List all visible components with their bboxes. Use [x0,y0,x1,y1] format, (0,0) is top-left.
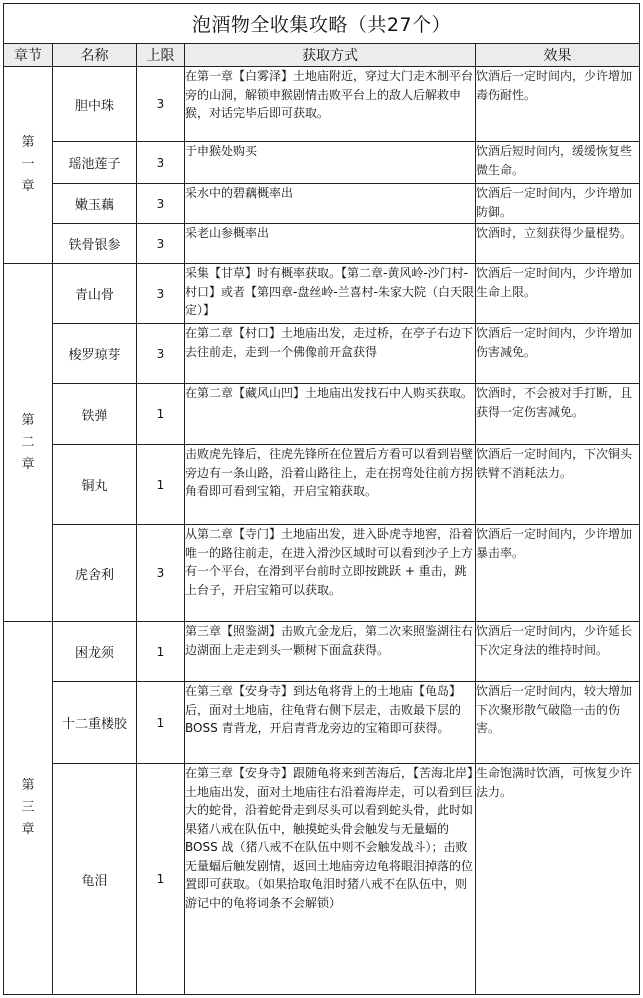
table-row [4,764,640,995]
item-limit: 1 [137,764,185,995]
item-effect: 饮酒后一定时间内，少许增加毒伤耐性。 [476,67,640,142]
item-effect: 生命饱满时饮酒，可恢复少许法力。 [476,764,640,995]
item-name: 铜丸 [53,445,137,525]
header-chapter: 章节 [4,44,53,67]
item-name: 虎舍利 [53,525,137,622]
item-limit: 3 [137,264,185,324]
item-name: 胆中珠 [53,67,137,142]
item-name: 龟泪 [53,764,137,995]
item-limit: 3 [137,142,185,184]
item-effect: 饮酒后一定时间内，少许增加伤害减免。 [476,324,640,384]
item-limit: 3 [137,525,185,622]
table-row [4,142,640,184]
header-effect: 效果 [476,44,640,67]
item-effect: 饮酒后一定时间内，少许增加防御。 [476,184,640,224]
item-method: 在第一章【白雾泽】土地庙附近，穿过大门走木制平台旁的山洞，解锁申猴剧情击败平台上的敌人后解救申猴，对话完毕后即可获取。 [185,67,476,142]
table-row [4,324,640,384]
table-row [4,622,640,682]
item-limit: 3 [137,324,185,384]
item-limit: 1 [137,384,185,445]
table-row [4,67,640,142]
item-method: 在第二章【藏风山凹】土地庙出发找石中人购买获取。 [185,384,476,445]
item-method: 采水中的碧藕概率出 [185,184,476,224]
header-name: 名称 [53,44,137,67]
item-effect: 饮酒后短时间内，缓缓恢复些微生命。 [476,142,640,184]
item-effect: 饮酒后一定时间内，下次铜头铁臂不消耗法力。 [476,445,640,525]
table-row [4,445,640,525]
item-method: 从第二章【寺门】土地庙出发，进入卧虎寺地窖，沿着唯一的路往前走，在进入滑沙区域时可以看到沙子上方有一个平台，在滑到平台前时立即按跳跃 + 重击，跳上台子，开启宝箱可以获取。 [185,525,476,622]
item-name: 十二重楼胶 [53,682,137,764]
item-method: 第三章【照鉴湖】击败亢金龙后，第二次来照鉴湖往右边湖面上走走到头一颗树下面盒获得。 [185,622,476,682]
item-effect: 饮酒后一定时间内，少许增加生命上限。 [476,264,640,324]
chapter-cell: 第 三 章 [4,622,53,995]
item-limit: 1 [137,682,185,764]
item-method: 在第三章【安身寺】跟随龟将来到苦海后，【苦海北岸】土地庙出发，面对土地庙往右沿着海岸走，可以看到巨大的蛇骨，沿着蛇骨走到尽头可以看到蛇头骨，此时如果猪八戒在队伍中，触摸蛇头骨会触发与无量蝠的 BOSS 战（猪八戒不在队伍中则不会触发战斗）；击败无量蝠后触发剧情，返回土地庙旁边龟将眼泪掉落的位置即可获取。（如果拾取龟泪时猪八戒不在队伍中，则游记中的龟将词条不会解锁） [185,764,476,995]
table-title: 泡酒物全收集攻略（共27个） [4,4,640,44]
item-method: 在第三章【安身寺】到达龟将背上的土地庙【龟岛】后，面对土地庙，往龟背右侧下层走，击败最下层的 BOSS 青背龙，开启青背龙旁边的宝箱即可获得。 [185,682,476,764]
chapter-cell: 第 二 章 [4,264,53,622]
item-method: 于申猴处购买 [185,142,476,184]
item-method: 在第二章【村口】土地庙出发，走过桥，在亭子右边下去往前走，走到一个佛像前开盒获得 [185,324,476,384]
item-limit: 3 [137,224,185,264]
item-name: 梭罗琼芽 [53,324,137,384]
item-name: 铁弹 [53,384,137,445]
table-row [4,224,640,264]
item-limit: 3 [137,184,185,224]
item-effect: 饮酒后一定时间内，较大增加下次聚形散气破隐一击的伤害。 [476,682,640,764]
item-effect: 饮酒后一定时间内，少许增加暴击率。 [476,525,640,622]
chapter-cell: 第 一 章 [4,67,53,264]
item-method: 采老山参概率出 [185,224,476,264]
item-name: 青山骨 [53,264,137,324]
header-limit: 上限 [137,44,185,67]
guide-table [3,3,640,995]
item-effect: 饮酒时，立刻获得少量棍势。 [476,224,640,264]
table-row [4,384,640,445]
item-name: 困龙须 [53,622,137,682]
item-limit: 3 [137,67,185,142]
table-row [4,525,640,622]
table-row [4,184,640,224]
item-name: 嫩玉藕 [53,184,137,224]
item-name: 瑶池莲子 [53,142,137,184]
item-limit: 1 [137,445,185,525]
item-effect: 饮酒时，不会被对手打断，且获得一定伤害减免。 [476,384,640,445]
item-name: 铁骨银参 [53,224,137,264]
item-effect: 饮酒后一定时间内，少许延长下次定身法的维持时间。 [476,622,640,682]
item-method: 击败虎先锋后，往虎先锋所在位置后方看可以看到岩壁旁边有一条山路，沿着山路往上，走在拐弯处往前方拐角看即可看到宝箱，开启宝箱获取。 [185,445,476,525]
header-method: 获取方式 [185,44,476,67]
table-row [4,682,640,764]
header-row [4,44,640,67]
table-row [4,264,640,324]
item-method: 采集【甘草】时有概率获取。【第二章-黄风岭-沙门村-村口】或者【第四章-盘丝岭-兰喜村-朱家大院（白天限定）】 [185,264,476,324]
item-limit: 1 [137,622,185,682]
